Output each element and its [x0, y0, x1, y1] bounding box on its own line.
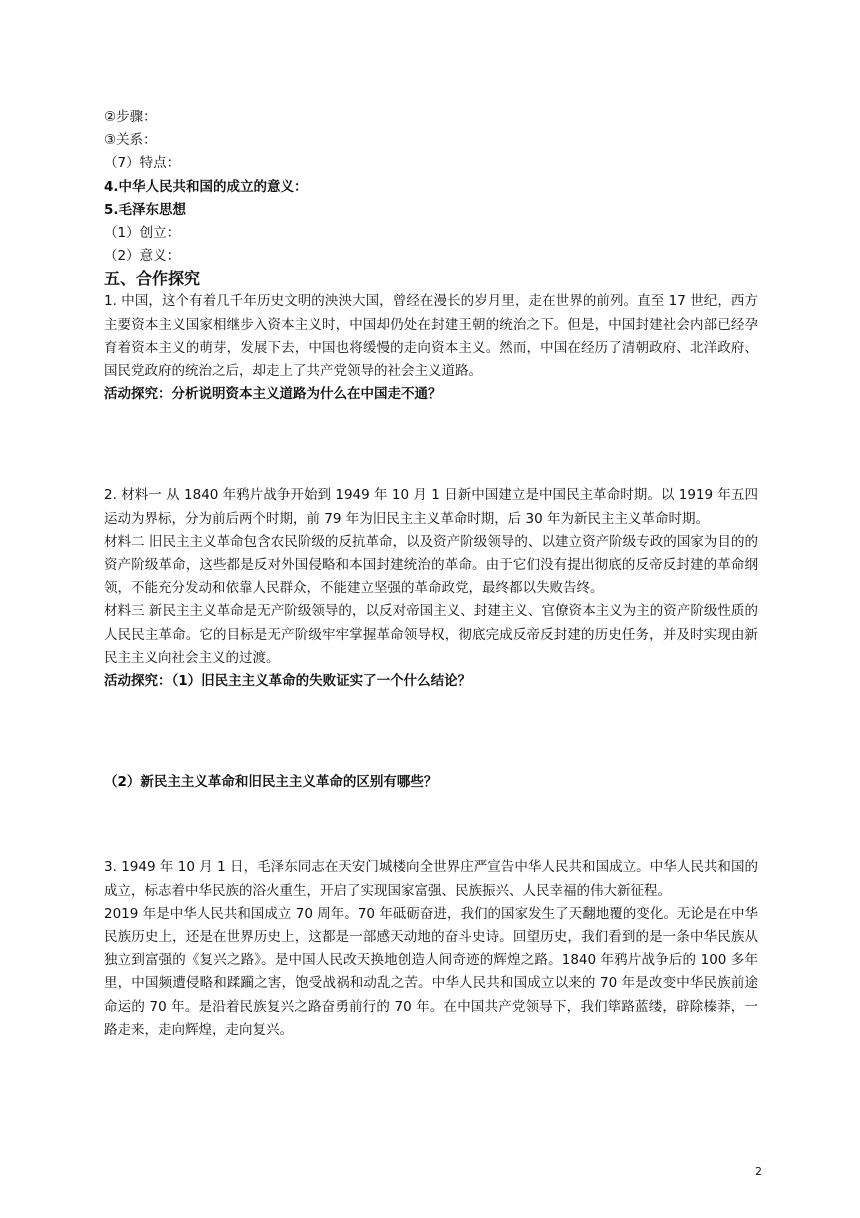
answer-space	[104, 794, 758, 856]
answer-space	[104, 693, 758, 771]
question-3-paragraph-2: 2019 年是中华人民共和国成立 70 周年。70 年砥砺奋进，我们的国家发生了天翻地覆的变化。无论是在中华民族历史上，还是在世界历史上，这都是一部感天动地的奋斗史诗。回望历史，我们看到的是一条中华民族从独立到富强的《复兴之路》。是中国人民改天换地创造人间奇迹的辉煌之路。1840 年鸦片战争后的 100 多年里，中国频遭侵略和蹂躏之害，饱受战祸和动乱之苦。中华人民共和国成立以来的 70 年是改变中华民族前途命运的 70 年。是沿着民族复兴之路奋勇前行的 70 年。在中国共产党领导下，我们筚路蓝缕，辟除榛莽，一路走来，走向辉煌，走向复兴。	[104, 905, 758, 1038]
question-3-paragraph-1: 3. 1949 年 10 月 1 日，毛泽东同志在天安门城楼向全世界庄严宣告中华人民共和国成立。中华人民共和国的成立，标志着中华民族的浴火重生，开启了实现国家富强、民族振兴、人民幸福的伟大新征程。	[104, 859, 758, 899]
page-number: 2	[755, 1165, 762, 1178]
significance-heading: 4.中华人民共和国的成立的意义：	[104, 178, 308, 195]
outline-step: ②步骤：	[104, 109, 157, 125]
outline-relation: ③关系：	[104, 132, 157, 149]
question-2-task-2: （2）新民主主义革命和旧民主主义革命的区别有哪些？	[104, 774, 438, 791]
question-1-text: 1. 中国，这个有着几千年历史文明的泱泱大国，曾经在漫长的岁月里，走在世界的前列。直至 17 世纪，西方主要资本主义国家相继步入资本主义时，中国却仍处在封建王朝的统治之下。但是，中国封建社会内部已经孕育着资本主义的萌芽，发展下去，中国也将缓慢的走向资本主义。然而，中国在经历了清朝政府、北洋政府、国民党政府的统治之后，却走上了共产党领导的社会主义道路。	[104, 293, 758, 380]
question-1-task: 活动探究：分析说明资本主义道路为什么在中国走不通？	[104, 386, 442, 403]
section-heading: 五、合作探究	[104, 269, 201, 289]
question-2-material-2: 材料二 旧民主主义革命包含农民阶级的反抗革命，以及资产阶级领导的、以建立资产阶级专政的国家为目的的资产阶级革命，这些都是反对外国侵略和本国封建统治的革命。由于它们没有提出彻底的反帝反封建的革命纲领，不能充分发动和依靠人民群众，不能建立坚强的革命政党，最终都以失败告终。	[104, 533, 758, 597]
outline-feature: （7）特点：	[104, 155, 181, 172]
question-2-task-1: 活动探究：（1）旧民主主义革命的失败证实了一个什么结论？	[104, 673, 472, 690]
question-2-material-3: 材料三 新民主主义革命是无产阶级领导的，以反对帝国主义、封建主义、官僚资本主义为主的资产阶级性质的人民民主革命。它的目标是无产阶级牢牢掌握革命领导权，彻底完成反帝反封建的历史任务，并及时实现由新民主主义向社会主义的过渡。	[104, 603, 758, 666]
mao-thought-heading: 5.毛泽东思想	[104, 201, 187, 218]
question-2-material-1: 2. 材料一 从 1840 年鸦片战争开始到 1949 年 10 月 1 日新中国建立是中国民主革命时期。以 1919 年五四运动为界标，分为前后两个时期，前 79 年为旧民主主义革命时期，后 30 年为新民主主义革命时期。	[104, 487, 758, 527]
mao-meaning-item: （2）意义：	[104, 248, 181, 265]
answer-space	[104, 406, 758, 484]
document-body	[104, 106, 758, 1042]
mao-create-item: （1）创立：	[104, 225, 181, 242]
